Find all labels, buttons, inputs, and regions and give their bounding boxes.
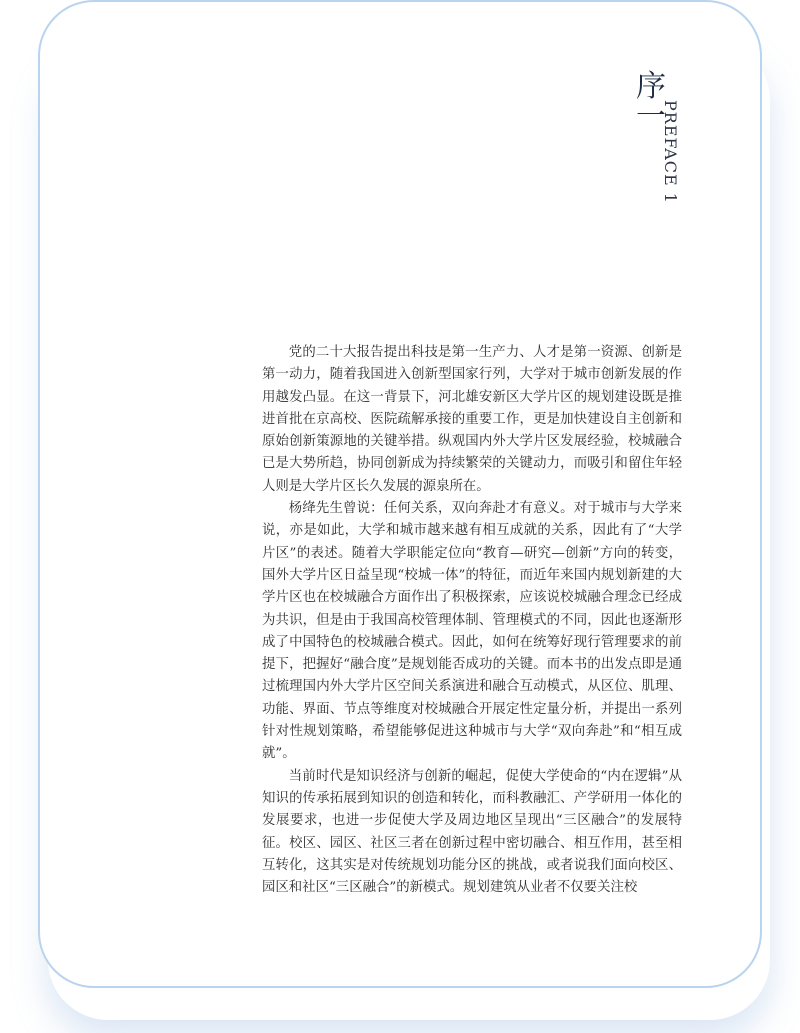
preface-char-yi: 一 bbox=[636, 99, 666, 134]
body-text bbox=[262, 342, 682, 899]
paragraph-2: 杨绛先生曾说：任何关系，双向奔赴才有意义。对于城市与大学来说，亦是如此，大学和城市越来越有相互成就的关系，因此有了“大学片区”的表述。随着大学职能定位向“教育—研究—创新”方向的转变，国外大学片区日益呈现“校城一体”的特征，而近年来国内规划新建的大学片区也在校城融合方面作出了积极探索，应该说校城融合理念已经成为共识，但是由于我国高校管理体制、管理模式的不同，因此也逐渐形成了中国特色的校城融合模式。因此，如何在统筹好现行管理要求的前提下，把握好“融合度”是规划能否成功的关键。而本书的出发点即是通过梳理国内外大学片区空间关系演进和融合互动模式，从区位、肌理、功能、界面、节点等维度对校城融合开展定性定量分析，并提出一系列针对性规划策略，希望能够促进这种城市与大学“双向奔赴”和“相互成就”。 bbox=[262, 501, 682, 762]
preface-char-xu: 序 bbox=[636, 69, 666, 104]
paragraph-3: 当前时代是知识经济与创新的崛起，促使大学使命的“内在逻辑”从知识的传承拓展到知识的创造和转化，而科教融汇、产学研用一体化的发展要求，也进一步促使大学及周边地区呈现出“三区融合”的发展特征。校区、园区、社区三者在创新过程中密切融合、相互作用，甚至相互转化，这其实是对传统规划功能分区的挑战，或者说我们面向校区、园区和社区“三区融合”的新模式。规划建筑从业者不仅要关注校 bbox=[262, 768, 682, 896]
paragraph-1: 党的二十大报告提出科技是第一生产力、人才是第一资源、创新是第一动力，随着我国进入创新型国家行列，大学对于城市创新发展的作用越发凸显。在这一背景下，河北雄安新区大学片区的规划建设既是推进首批在京高校、医院疏解承接的重要工作，更是加快建设自主创新和原始创新策源地的关键举措。纵观国内外大学片区发展经验，校城融合已是大势所趋，协同创新成为持续繁荣的关键动力，而吸引和留住年轻人则是大学片区长久发展的源泉所在。 bbox=[262, 345, 682, 494]
preface-heading-english: PREFACE 1 bbox=[661, 100, 680, 204]
